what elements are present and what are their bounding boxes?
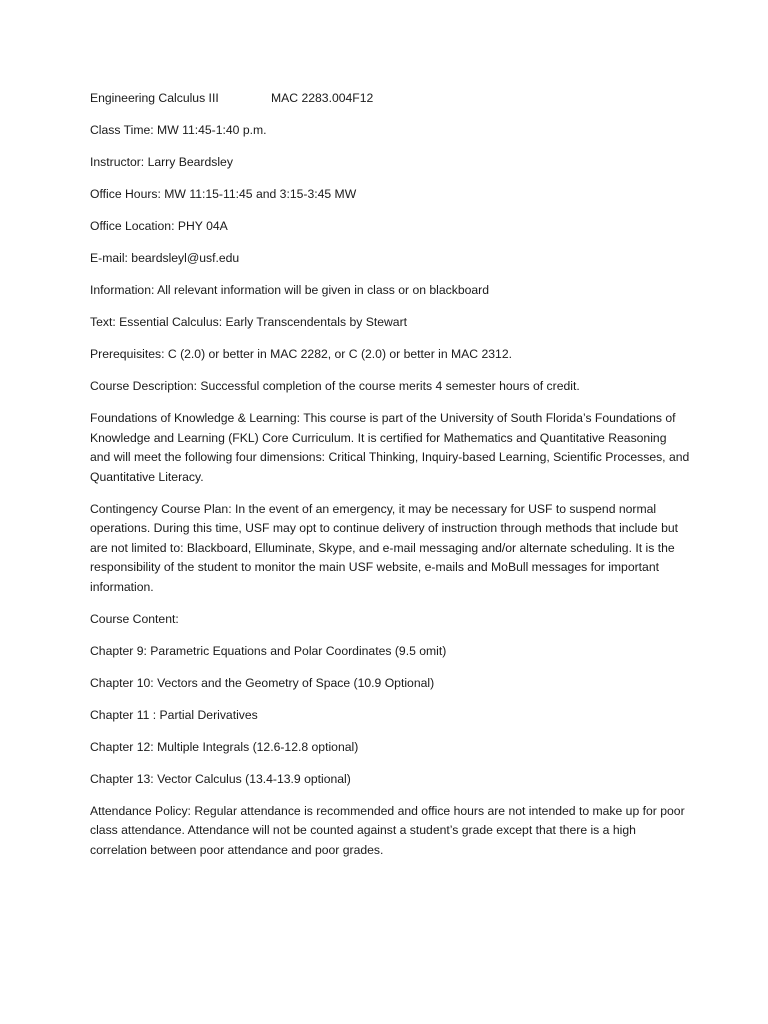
chapter-item: Chapter 11 : Partial Derivatives xyxy=(90,707,258,722)
course-code: MAC 2283.004F12 xyxy=(271,91,374,105)
syllabus-page xyxy=(90,89,690,873)
office-location: Office Location: PHY 04A xyxy=(90,219,228,233)
contingency-paragraph: Contingency Course Plan: In the event of an emergency, it may be necessary for USF to suspend normal operations. During this time, USF may opt to continue delivery of instruction through methods that include but are not limited to: Blackboard, Elluminate, Skype, and e-mail messaging and/or alternate scheduling. It is the responsibility of the student to monitor the main USF website, e-mails and MoBull messages for important information. xyxy=(90,501,679,594)
foundations-paragraph: Foundations of Knowledge & Learning: This course is part of the University of South Florida’s Foundations of Knowledge and Learning (FKL) Core Curriculum. It is certified for Mathematics and Quantitative Reasoning and will meet the following four dimensions: Critical Thinking, Inquiry-based Learning, Scientific Processes, and Quantitative Literacy. xyxy=(90,411,690,484)
course-description: Course Description: Successful completion of the course merits 4 semester hours of credit. xyxy=(90,379,580,393)
email: E-mail: beardsleyl@usf.edu xyxy=(90,251,240,265)
course-title: Engineering Calculus III xyxy=(90,91,219,105)
chapter-item: Chapter 12: Multiple Integrals (12.6-12.8 optional) xyxy=(90,739,359,754)
chapter-item: Chapter 13: Vector Calculus (13.4-13.9 optional) xyxy=(90,771,351,786)
instructor: Instructor: Larry Beardsley xyxy=(90,155,233,169)
attendance-paragraph: Attendance Policy: Regular attendance is recommended and office hours are not intended to make up for poor class attendance. Attendance will not be counted against a student’s grade except that there is a high correlation between poor attendance and poor grades. xyxy=(90,803,685,857)
class-time: Class Time: MW 11:45-1:40 p.m. xyxy=(90,123,267,137)
textbook: Text: Essential Calculus: Early Transcendentals by Stewart xyxy=(90,315,408,329)
course-header xyxy=(90,89,690,109)
chapter-item: Chapter 9: Parametric Equations and Polar Coordinates (9.5 omit) xyxy=(90,643,447,658)
prerequisites: Prerequisites: C (2.0) or better in MAC 2282, or C (2.0) or better in MAC 2312. xyxy=(90,347,512,361)
chapter-item: Chapter 10: Vectors and the Geometry of Space (10.9 Optional) xyxy=(90,675,435,690)
information: Information: All relevant information will be given in class or on blackboard xyxy=(90,283,490,297)
office-hours: Office Hours: MW 11:15-11:45 and 3:15-3:45 MW xyxy=(90,187,357,201)
course-content-heading: Course Content: xyxy=(90,611,179,626)
